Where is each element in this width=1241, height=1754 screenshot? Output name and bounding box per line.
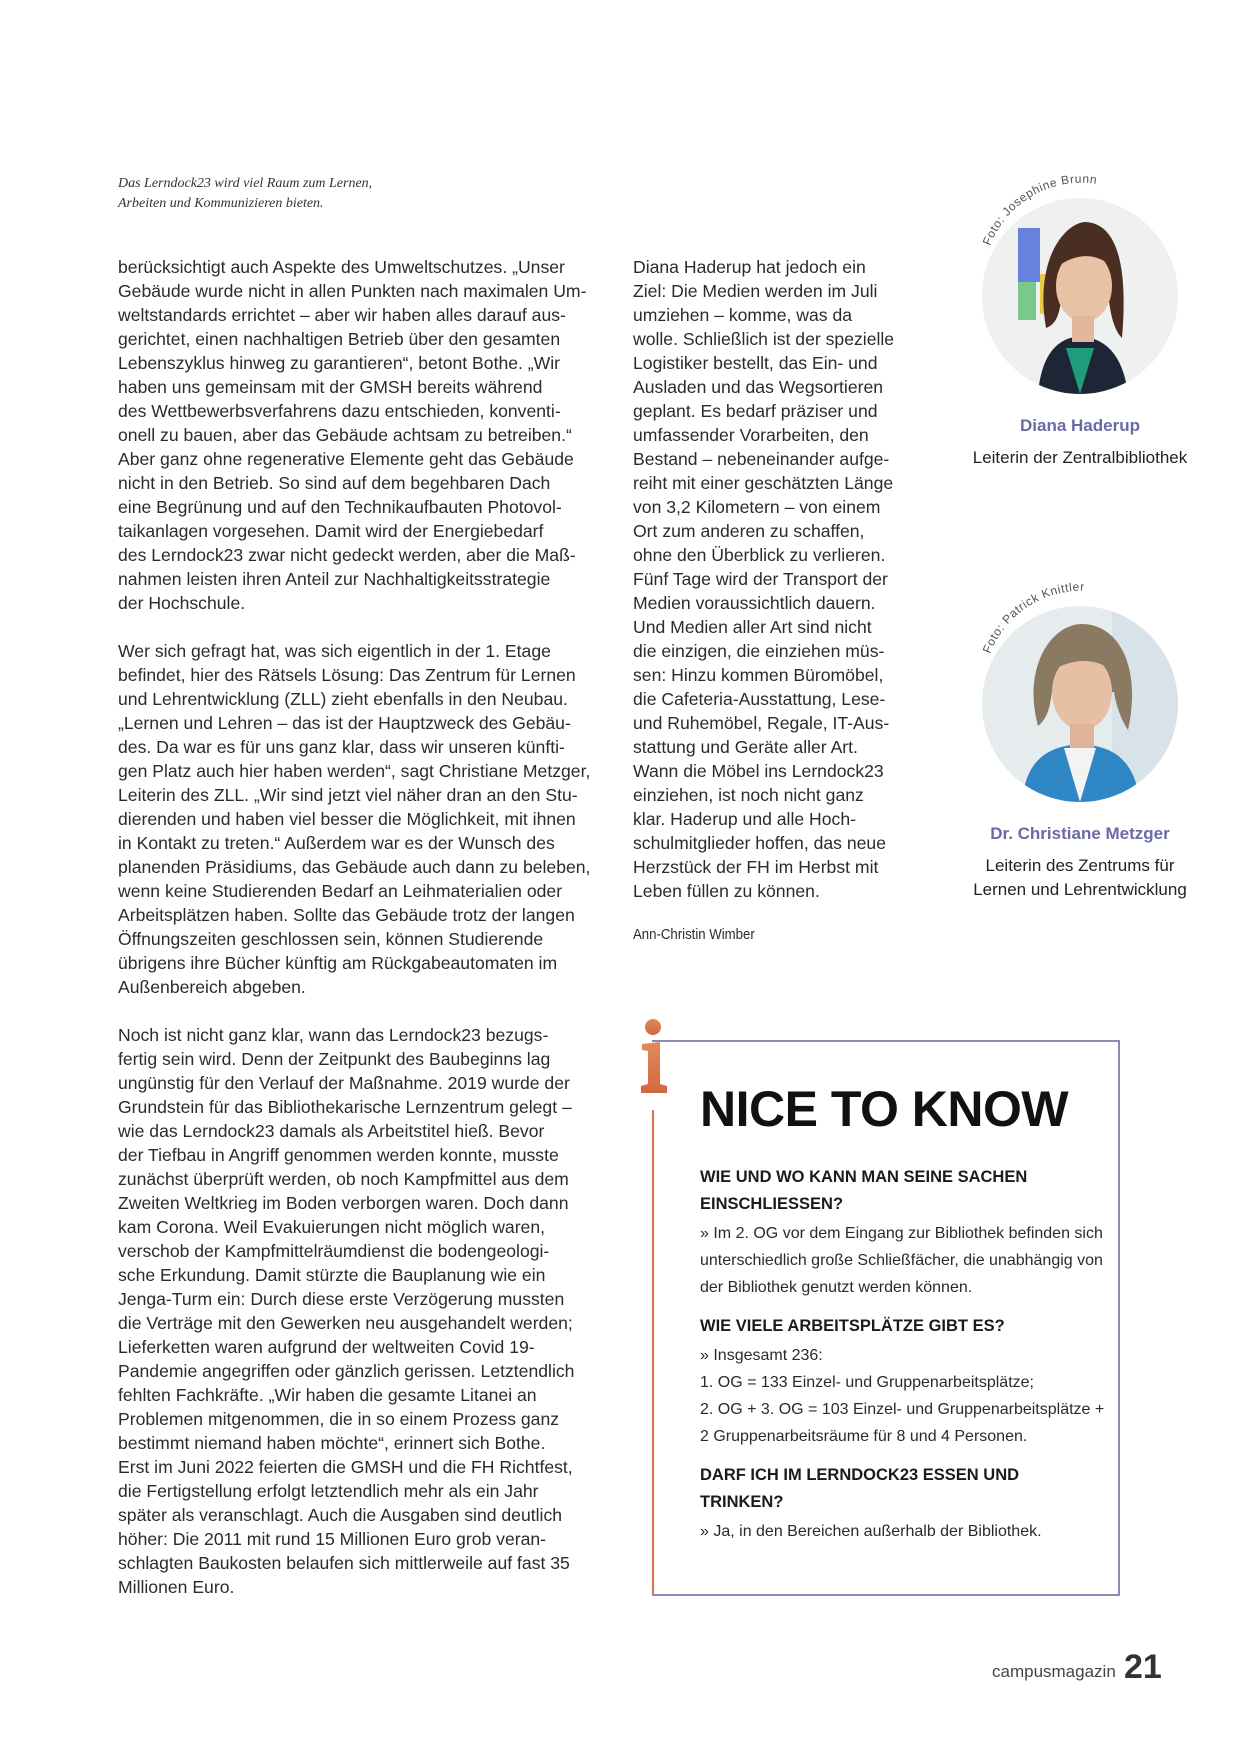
text-line: Lieferketten waren aufgrund der weltweiten Covid 19- [118,1337,535,1357]
text-line: fehlten Fachkräfte. „Wir haben die gesamte Litanei an [118,1385,537,1405]
role-line: Leiterin des Zentrums für [985,856,1175,875]
text-line: wenn keine Studierenden Bedarf an Leihmaterialien oder [118,881,563,901]
question-2 [700,1313,1100,1340]
text-line: Logistiker bestellt, das Ein- und [633,353,878,373]
text-line: umfassender Vorarbeiten, den [633,425,869,445]
role-line: Lernen und Lehrentwicklung [973,880,1187,899]
author-name: Ann-Christin Wimber [633,926,755,943]
text-line: später als veranschlagt. Auch die Ausgaben sind deutlich [118,1505,563,1525]
text-line: Bestand – nebeneinander aufge- [633,449,890,469]
caption-line: Das Lerndock23 wird viel Raum zum Lernen, [118,176,373,191]
text-line: Leben füllen zu können. [633,881,820,901]
text-line: von 3,2 Kilometern – von einem [633,497,881,517]
text-line: TRINKEN? [700,1493,784,1511]
text-line: in Kontakt zu treten.“ Außerdem war es der Wunsch des [118,833,555,853]
paragraph [118,255,608,615]
text-line: sche Erkundung. Damit stürzte die Bauplanung wie ein [118,1265,546,1285]
box-left-border [652,1110,654,1596]
person-name: Diana Haderup [1020,416,1140,435]
question-3 [700,1462,1100,1516]
text-line: Pandemie angegriffen oder gänzlich gerissen. Letztendlich [118,1361,575,1381]
paragraph [633,255,923,903]
text-line: Erst im Juni 2022 feierten die GMSH und die FH Richtfest, [118,1457,573,1477]
text-line: Außenbereich abgeben. [118,977,306,997]
image-caption [118,174,438,214]
text-line: gerichtet, einen nachhaltigen Betrieb über den gesamten [118,329,561,349]
text-line: der Hochschule. [118,593,246,613]
text-line: haben uns gemeinsam mit der GMSH bereits während [118,377,543,397]
text-line: Lebenszyklus hinweg zu garantieren“, betont Bothe. „Wir [118,353,561,373]
text-line: fertig sein wird. Denn der Zeitpunkt des Baubeginns lag [118,1049,551,1069]
text-line: die Cafeteria-Ausstattung, Lese- [633,689,886,709]
portrait-photo-christiane-metzger [982,606,1178,802]
text-line: nicht in den Betrieb. So sind auf dem begehbaren Dach [118,473,551,493]
text-line: Öffnungszeiten geschlossen sein, können Studierende [118,929,544,949]
text-line: die Fertigstellung erfolgt letztendlich mehr als ein Jahr [118,1481,539,1501]
person-role [940,446,1220,470]
text-line: des. Da war es für uns ganz klar, dass wir unseren künfti- [118,737,565,757]
text-line: geplant. Es bedarf präziser und [633,401,878,421]
infobox-body [700,1164,1105,1557]
text-line: befindet, hier des Rätsels Lösung: Das Zentrum für Lernen [118,665,576,685]
text-line: 2. OG + 3. OG = 103 Einzel- und Gruppenarbeitsplätze + [700,1401,1105,1418]
text-line: Diana Haderup hat jedoch ein [633,257,866,277]
paragraph [118,639,608,999]
role-line: Leiterin der Zentralbibliothek [972,448,1188,467]
text-line: Ort zum anderen zu schaffen, [633,521,865,541]
text-line: „Lernen und Lehren – das ist der Hauptzweck des Gebäu- [118,713,571,733]
text-line: nahmen leisten ihren Anteil zur Nachhaltigkeitsstrategie [118,569,551,589]
question-1 [700,1164,1100,1218]
text-line: die Verträge mit den Gewerken neu ausgehandelt werden; [118,1313,573,1333]
text-line: reiht mit einer geschätzten Länge [633,473,894,493]
magazine-name: campusmagazin [992,1662,1116,1681]
answer-2 [700,1342,1105,1450]
text-line: schulmitglieder hoffen, das neue [633,833,886,853]
text-line: » Insgesamt 236: [700,1347,823,1364]
text-line: WIE VIELE ARBEITSPLÄTZE GIBT ES? [700,1317,1005,1335]
text-line: Arbeitsplätzen haben. Sollte das Gebäude trotz der langen [118,905,575,925]
text-line: schlagten Baukosten belaufen sich mittlerweile auf fast 35 [118,1553,570,1573]
text-line: wolle. Schließlich ist der spezielle [633,329,895,349]
text-line: taikanlagen vorgesehen. Damit wird der Energiebedarf [118,521,544,541]
text-line: 2 Gruppenarbeitsräume für 8 und 4 Personen. [700,1428,1028,1445]
text-line: ohne den Überblick zu verlieren. [633,545,886,565]
text-line: Herzstück der FH im Herbst mit [633,857,879,877]
text-line: stattung und Geräte aller Art. [633,737,858,757]
text-line: WIE UND WO KANN MAN SEINE SACHEN [700,1168,1028,1186]
text-line: Noch ist nicht ganz klar, wann das Lerndock23 bezugs- [118,1025,549,1045]
text-line: gen Platz auch hier haben werden“, sagt Christiane Metzger, [118,761,591,781]
text-line: Und Medien aller Art sind nicht [633,617,872,637]
text-line: dierenden und haben viel besser die Möglichkeit, mit ihnen [118,809,576,829]
page-number: 21 [1124,1648,1162,1686]
text-line: Wann die Möbel ins Lerndock23 [633,761,884,781]
text-line: kam Corona. Weil Evakuierungen nicht möglich waren, [118,1217,546,1237]
text-line: der Tiefbau in Angriff genommen werden konnte, musste [118,1145,559,1165]
text-line: Aber ganz ohne regenerative Elemente geht das Gebäude [118,449,574,469]
text-line: » Im 2. OG vor dem Eingang zur Bibliothek befinden sich [700,1225,1103,1242]
text-line: 1. OG = 133 Einzel- und Gruppenarbeitsplätze; [700,1374,1034,1391]
text-line: planenden Präsidiums, das Gebäude auch dann zu beleben, [118,857,591,877]
answer-1 [700,1220,1103,1301]
person-role [940,854,1220,902]
article-column-1 [118,255,608,1623]
text-line: und Lehrentwicklung (ZLL) zieht ebenfalls in den Neubau. [118,689,568,709]
text-line: Jenga-Turm ein: Durch diese erste Verzögerung mussten [118,1289,565,1309]
text-line: bestimmt niemand haben möchte“, erinnert sich Bothe. [118,1433,546,1453]
text-line: Ziel: Die Medien werden im Juli [633,281,878,301]
answer-3 [700,1518,1100,1545]
text-line: eine Begrünung und auf den Technikaufbauten Photovol- [118,497,562,517]
info-i-icon [638,1018,670,1094]
text-line: ungünstig für den Verlauf der Maßnahme. 2019 wurde der [118,1073,570,1093]
text-line: sen: Hinzu kommen Büromöbel, [633,665,884,685]
text-line: umziehen – komme, was da [633,305,853,325]
photo-credit-text: Foto: Josephine Brunn [979,171,1099,248]
text-line: unterschiedlich große Schließfächer, die unabhängig von [700,1252,1103,1269]
text-line: Problemen mitgenommen, die in so einem Prozess ganz [118,1409,560,1429]
text-line: » Ja, in den Bereichen außerhalb der Bibliothek. [700,1523,1042,1540]
text-line: Ausladen und das Wegsortieren [633,377,884,397]
text-line: wie das Lerndock23 damals als Arbeitstitel hieß. Bevor [118,1121,545,1141]
text-line: zunächst überprüft werden, ob noch Kampfmittel aus dem [118,1169,569,1189]
paragraph [118,1023,608,1599]
text-line: der Bibliothek genutzt werden können. [700,1279,973,1296]
text-line: verschob der Kampfmittelräumdienst die bodengeologi- [118,1241,550,1261]
text-line: EINSCHLIESSEN? [700,1195,844,1213]
text-line: klar. Haderup und alle Hoch- [633,809,856,829]
text-line: Leiterin des ZLL. „Wir sind jetzt viel näher dran an den Stu- [118,785,578,805]
text-line: Grundstein für das Bibliothekarische Lernzentrum gelegt – [118,1097,572,1117]
text-line: die einzigen, die einziehen müs- [633,641,885,661]
person-name: Dr. Christiane Metzger [990,824,1170,843]
text-line: des Wettbewerbsverfahrens dazu entschieden, konventi- [118,401,561,421]
text-line: DARF ICH IM LERNDOCK23 ESSEN UND [700,1466,1020,1484]
text-line: Wer sich gefragt hat, was sich eigentlich in der 1. Etage [118,641,551,661]
text-line: Fünf Tage wird der Transport der [633,569,888,589]
portrait-photo-diana-haderup [982,198,1178,394]
text-line: weltstandards errichtet – aber wir haben alles darauf aus- [118,305,566,325]
text-line: und Ruhemöbel, Regale, IT-Aus- [633,713,890,733]
text-line: onell zu bauen, aber das Gebäude achtsam zu betreiben.“ [118,425,572,445]
photo-credit-text: Foto: Patrick Knittler [979,579,1085,656]
text-line: des Lerndock23 zwar nicht gedeckt werden, aber die Maß- [118,545,576,565]
text-line: Medien voraussichtlich dauern. [633,593,876,613]
caption-line: Arbeiten und Kommunizieren bieten. [118,196,324,211]
text-line: Millionen Euro. [118,1577,235,1597]
text-line: Gebäude wurde nicht in allen Punkten nach maximalen Um- [118,281,587,301]
text-line: übrigens ihre Bücher künftig am Rückgabeautomaten im [118,953,558,973]
text-line: berücksichtigt auch Aspekte des Umweltschutzes. „Unser [118,257,565,277]
text-line: höher: Die 2011 mit rund 15 Millionen Euro grob veran- [118,1529,547,1549]
infobox-title: NICE TO KNOW [700,1081,1069,1137]
text-line: Zweiten Weltkrieg im Boden verborgen waren. Doch dann [118,1193,569,1213]
article-column-2 [633,255,923,927]
text-line: einziehen, ist noch nicht ganz [633,785,864,805]
